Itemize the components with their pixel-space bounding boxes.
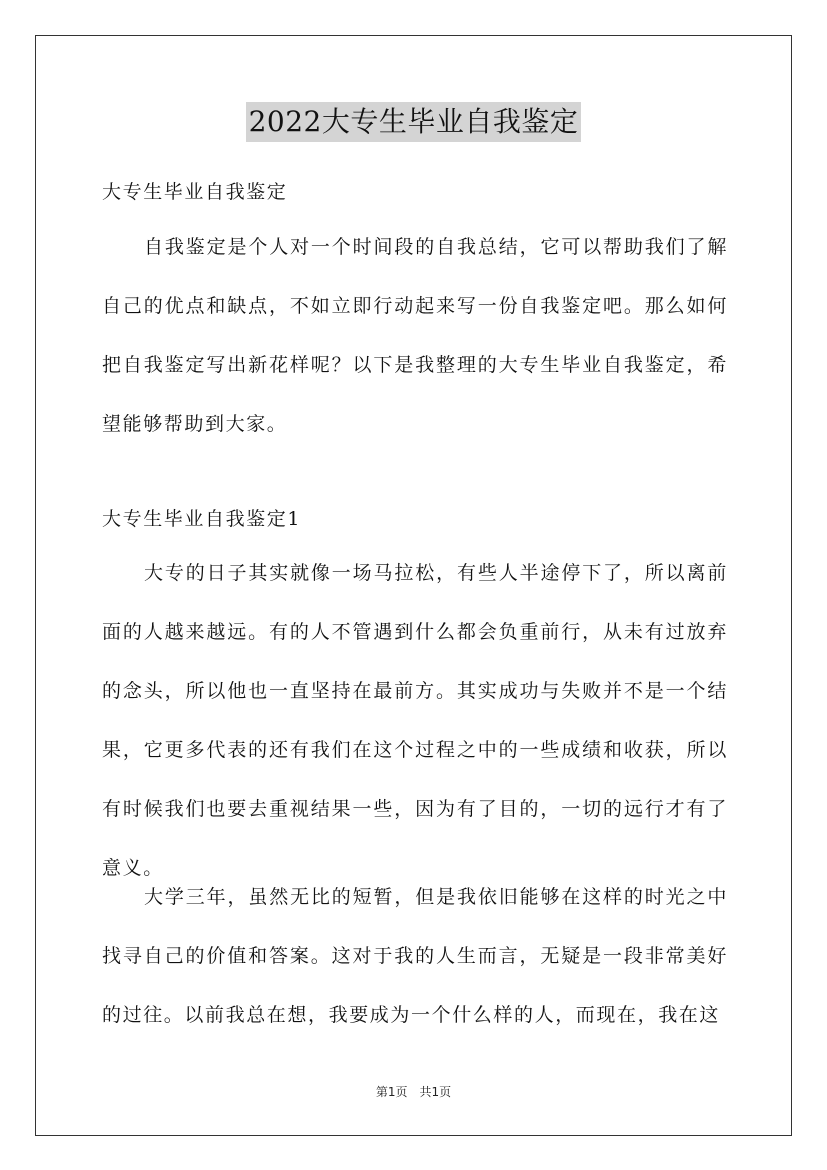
section-1-paragraph-2: 大学三年，虽然无比的短暂，但是我依旧能够在这样的时光之中找寻自己的价值和答案。这对于我的人生而言，无疑是一段非常美好的过往。以前我总在想，我要成为一个什么样的人，而现在，我在这 bbox=[102, 886, 728, 1026]
intro-heading: 大专生毕业自我鉴定 bbox=[102, 181, 288, 203]
section-1-heading: 大专生毕业自我鉴定1 bbox=[102, 508, 302, 530]
intro-paragraph: 自我鉴定是个人对一个时间段的自我总结，它可以帮助我们了解自己的优点和缺点，不如立即行动起来写一份自我鉴定吧。那么如何把自我鉴定写出新花样呢？以下是我整理的大专生毕业自我鉴定，希望能够帮助到大家。 bbox=[102, 236, 728, 435]
section-1-paragraph-1: 大专的日子其实就像一场马拉松，有些人半途停下了，所以离前面的人越来越远。有的人不管遇到什么都会负重前行，从未有过放弃的念头，所以他也一直坚持在最前方。其实成功与失败并不是一个结果，它更多代表的还有我们在这个过程之中的一些成绩和收获，所以有时候我们也要去重视结果一些，因为有了目的，一切的远行才有了意义。 bbox=[102, 562, 728, 879]
title-container bbox=[0, 102, 827, 142]
document-title: 2022大专生毕业自我鉴定 bbox=[246, 102, 582, 142]
page-number-footer: 第1页 共1页 bbox=[375, 1085, 452, 1099]
